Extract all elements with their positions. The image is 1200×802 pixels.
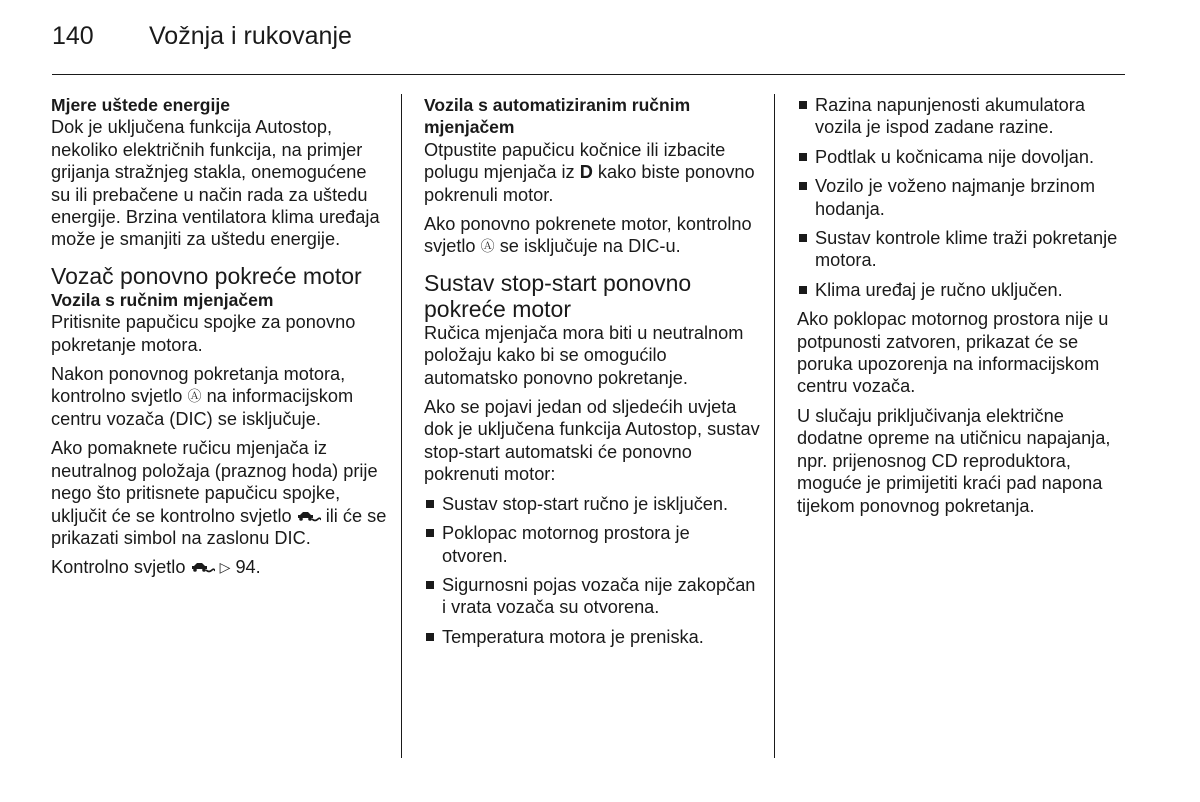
restart-conditions-list-2 (797, 94, 1133, 301)
automated-paragraph-1: Otpustite papučicu kočnice ili izbacite polugu mjenjača iz D kako biste ponovno pokrenuli motor. (424, 139, 755, 205)
list-item: Vozilo je voženo najmanje brzinom hodanja. (797, 175, 1133, 220)
system-paragraph-1: Ručica mjenjača mora biti u neutralnom položaju kako bi se omogućilo automatsko ponovno pokretanje. (424, 322, 744, 388)
manual-title: Vozila s ručnim mjenjačem (51, 289, 274, 310)
list-item: Klima uređaj je ručno uključen. (797, 279, 1133, 301)
system-paragraph-2: Ako se pojavi jedan od sljedećih uvjeta dok je uključena funkcija Autostop, sustav stop-start automatski će ponovno pokrenuti motor: (424, 397, 760, 485)
driver-restart-heading: Vozač ponovno pokreće motor (51, 262, 362, 289)
voltage-drop-paragraph: U slučaju priključivanja električne dodatne opreme na utičnicu napajanja, npr. prijenosnog CD reproduktora, moguće je primijetiti kraći pad napona tijekom ponovnog pokretanja. (797, 405, 1111, 516)
car-skid-warning-icon (191, 561, 215, 575)
list-item: Razina napunjenosti akumulatora vozila je ispod zadane razine. (797, 94, 1133, 139)
list-item: Podtlak u kočnicama nije dovoljan. (797, 146, 1133, 168)
energy-title: Mjere uštede energije (51, 95, 230, 115)
list-item: Poklopac motornog prostora je otvoren. (424, 522, 760, 567)
autostop-circled-a-icon: Ⓐ (480, 238, 495, 255)
system-restart-heading: Sustav stop-start ponovno pokreće motor (424, 269, 692, 322)
list-item: Temperatura motora je preniska. (424, 626, 760, 648)
manual-paragraph-2: Nakon ponovnog pokretanja motora, kontrolno svjetlo Ⓐ na informacijskom centru vozača (DIC) se isključuje. (51, 364, 354, 429)
car-skid-warning-icon (297, 510, 321, 524)
page-number: 140 (52, 22, 94, 50)
column-3 (797, 94, 1133, 524)
list-item: Sustav kontrole klime traži pokretanje motora. (797, 227, 1133, 272)
autostop-circled-a-icon: Ⓐ (187, 388, 202, 405)
hood-warning-paragraph: Ako poklopac motornog prostora nije u potpunosti zatvoren, prikazat će se poruka upozorenja na informacijskom centru vozača. (797, 309, 1109, 397)
column-1 (51, 94, 387, 586)
header-rule (52, 74, 1125, 75)
manual-paragraph-1: Pritisnite papučicu spojke za ponovno pokretanje motora. (51, 312, 356, 355)
restart-conditions-list-1 (424, 493, 760, 648)
automated-paragraph-2: Ako ponovno pokrenete motor, kontrolno svjetlo Ⓐ se isključuje na DIC-u. (424, 214, 752, 257)
column-divider-1 (401, 94, 402, 758)
section-title: Vožnja i rukovanje (149, 22, 352, 50)
gear-d-label: D (579, 162, 593, 183)
warning-light-reference: Kontrolno svjetlo ▷ 94. (51, 557, 261, 578)
page-reference-arrow-icon[interactable]: ▷ (219, 559, 231, 576)
column-divider-2 (774, 94, 775, 758)
list-item: Sustav stop-start ručno je isključen. (424, 493, 760, 515)
list-item: Sigurnosni pojas vozača nije zakopčan i vrata vozača su otvorena. (424, 574, 760, 619)
page-header (52, 22, 352, 51)
column-2 (424, 94, 760, 655)
manual-paragraph-3: Ako pomaknete ručicu mjenjača iz neutralnog položaja (praznog hoda) prije nego što pritisnete papučicu spojke, uključit će se kontrolno svjetlo ili će se prikazati simbol na zaslonu DIC. (51, 438, 387, 548)
automated-manual-title: Vozila s automatiziranim ručnim mjenjačem (424, 95, 691, 138)
energy-text: Dok je uključena funkcija Autostop, nekoliko električnih funkcija, na primjer grijanja stražnjeg stakla, onemogućene su ili prebačene u način rada za uštedu energije. Brzina ventilatora klima uređaja može je smanjiti za uštedu energije. (51, 117, 380, 250)
